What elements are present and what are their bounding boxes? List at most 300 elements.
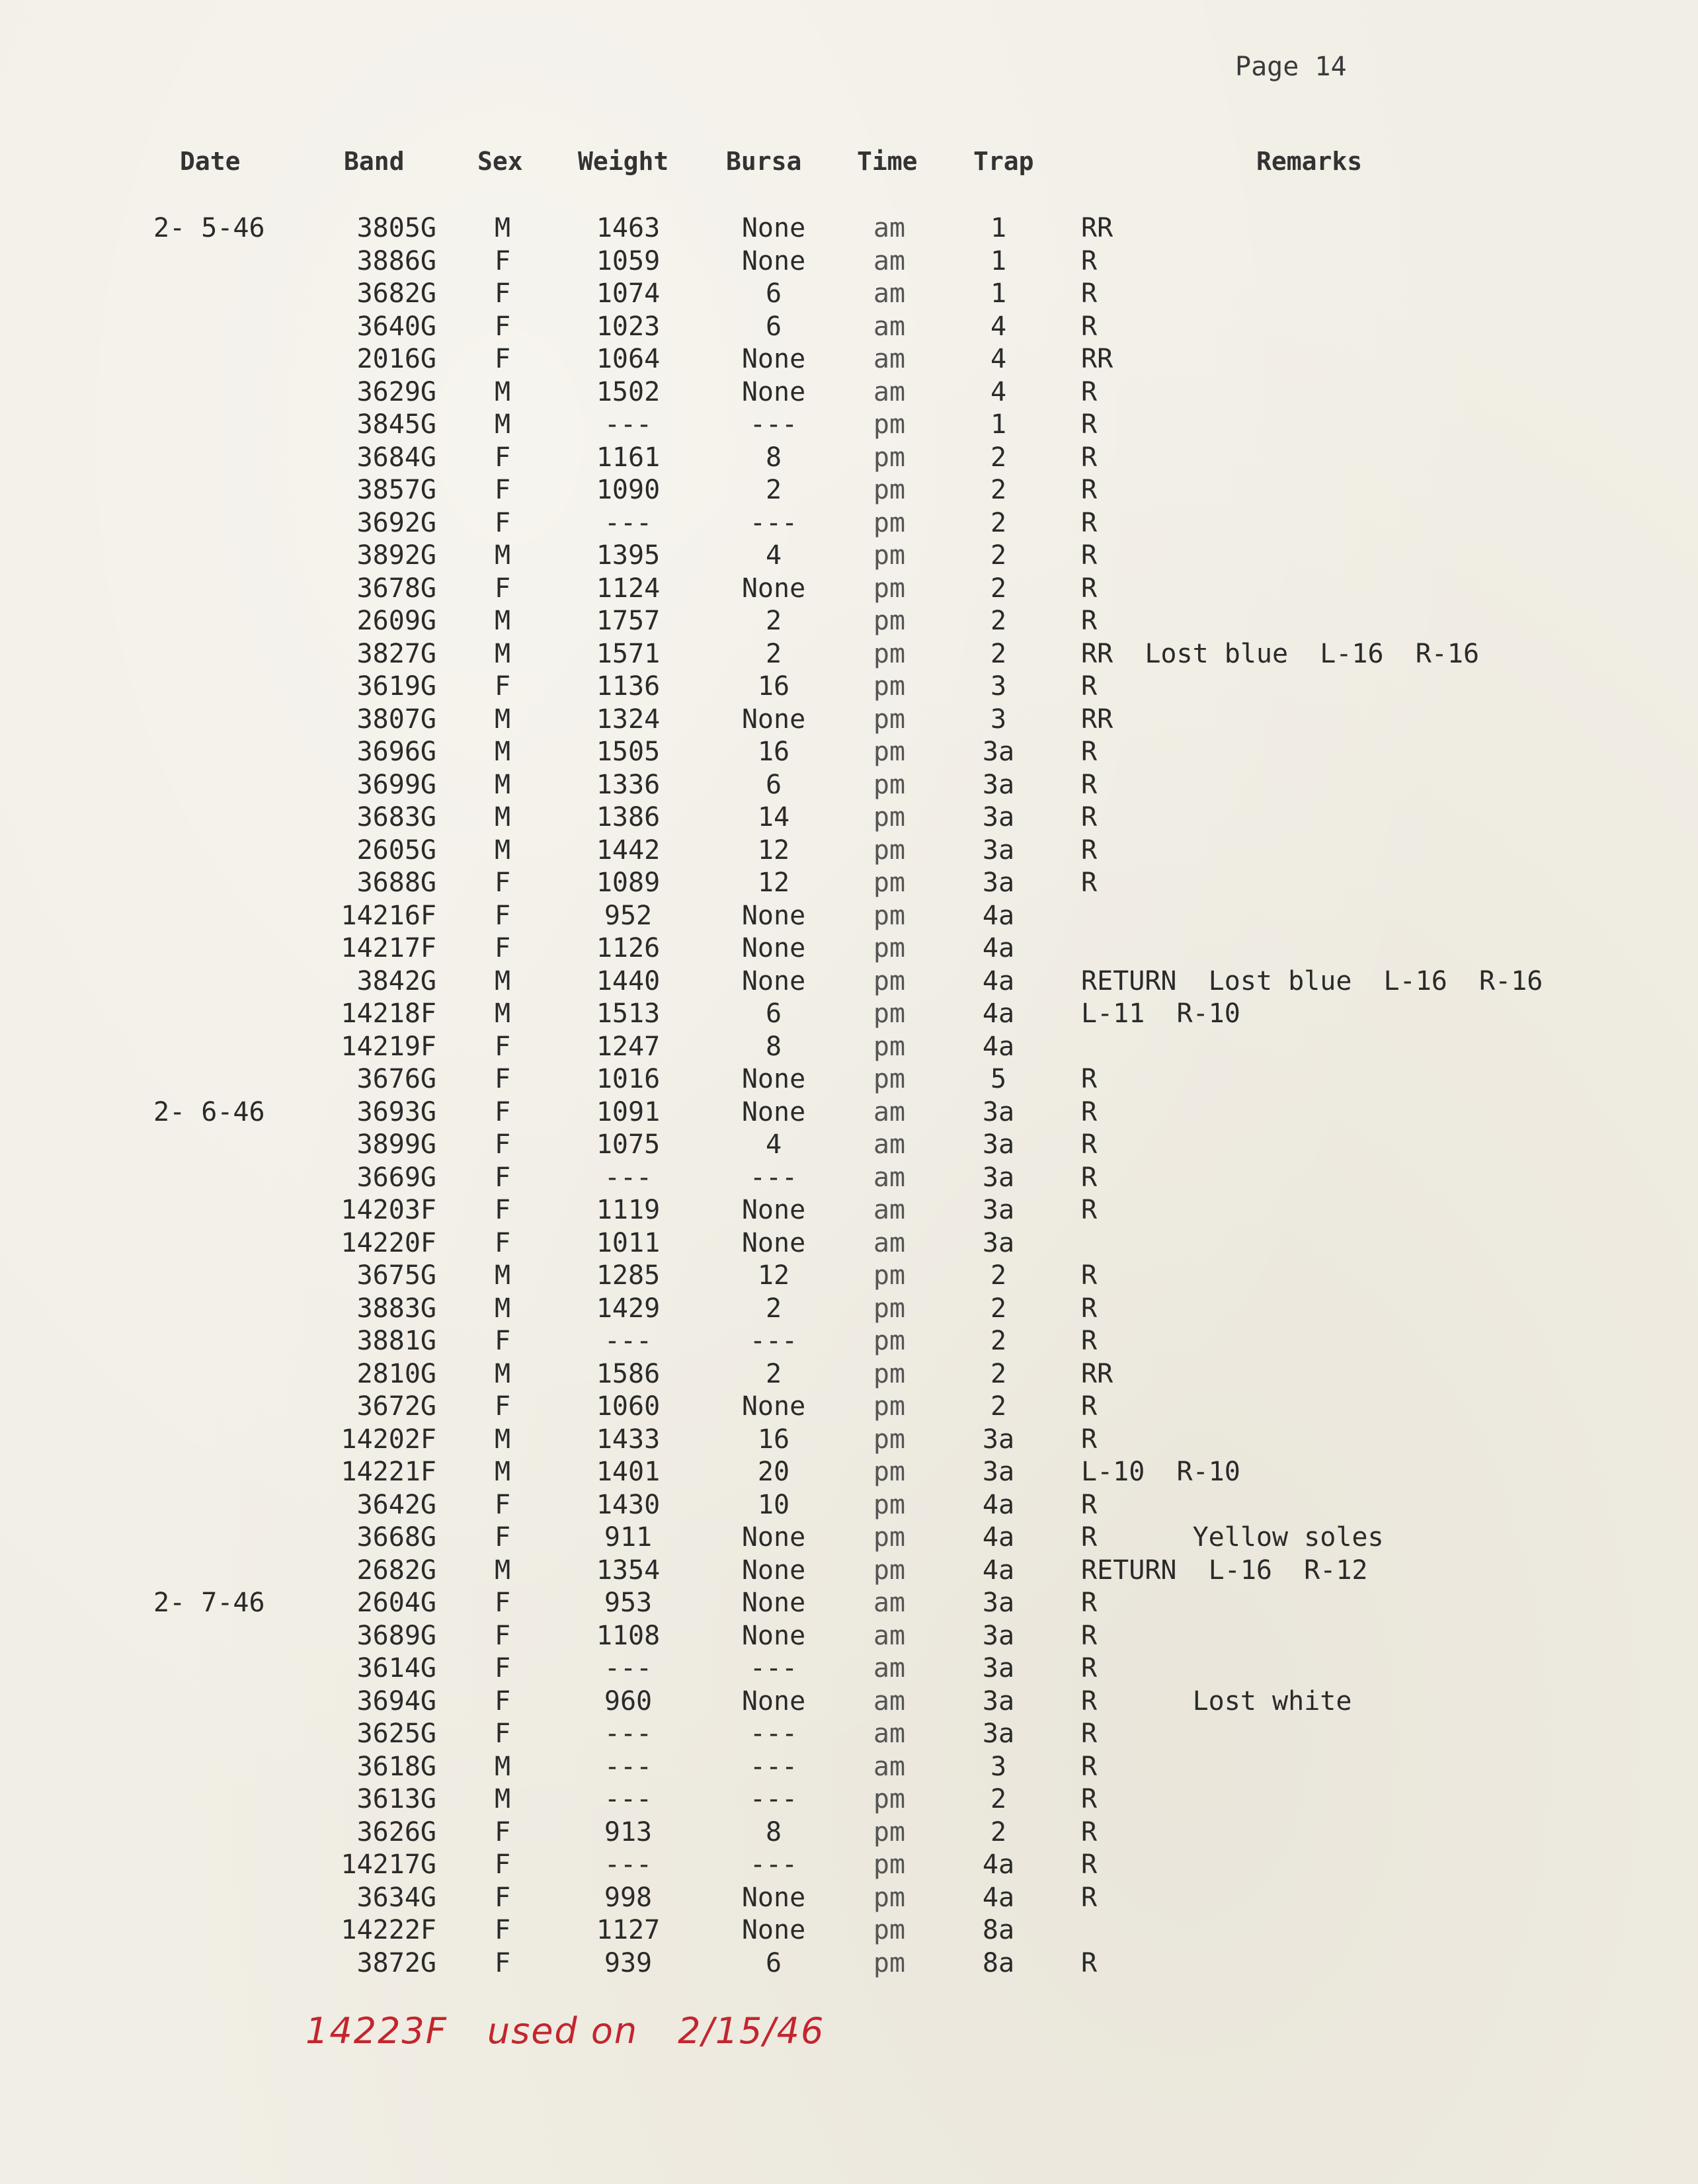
row-sex: F xyxy=(494,507,511,538)
row-bursa: 8 xyxy=(765,1816,782,1847)
row-weight: 1011 xyxy=(596,1227,661,1258)
row-remarks: R Lost white xyxy=(1081,1685,1352,1717)
row-time: pm xyxy=(873,409,906,440)
table-row xyxy=(0,1621,1698,1654)
row-remarks: R xyxy=(1081,1947,1098,1978)
row-trap: 3a xyxy=(982,1620,1015,1651)
row-sex: F xyxy=(494,1326,511,1356)
table-row xyxy=(0,1915,1698,1948)
row-trap: 4a xyxy=(982,1882,1015,1913)
row-remarks: RR xyxy=(1081,344,1113,374)
header-time: Time xyxy=(857,147,918,176)
row-weight: 952 xyxy=(604,900,653,931)
row-time: pm xyxy=(873,1358,906,1389)
row-trap: 2 xyxy=(990,638,1007,669)
row-bursa: 4 xyxy=(765,1129,782,1160)
row-bursa: 4 xyxy=(765,540,782,571)
table-row xyxy=(0,835,1698,868)
row-band: 2609G xyxy=(356,606,436,636)
row-sex: M xyxy=(494,1784,511,1814)
table-row xyxy=(0,1228,1698,1261)
row-time: pm xyxy=(873,1260,906,1291)
row-trap: 8a xyxy=(982,1915,1015,1945)
row-sex: F xyxy=(494,311,511,342)
row-sex: F xyxy=(494,475,511,505)
row-trap: 3a xyxy=(982,737,1015,767)
row-band: 3625G xyxy=(356,1719,436,1749)
header-date: Date xyxy=(180,147,241,176)
row-time: pm xyxy=(873,1293,906,1324)
row-trap: 2 xyxy=(990,606,1007,636)
row-sex: F xyxy=(494,1195,511,1225)
row-sex: F xyxy=(494,1882,511,1913)
row-trap: 3 xyxy=(990,671,1007,702)
row-time: am xyxy=(873,1162,906,1193)
row-weight: 939 xyxy=(604,1947,653,1978)
table-row xyxy=(0,998,1698,1031)
row-trap: 3a xyxy=(982,1685,1015,1717)
row-band: 2605G xyxy=(356,834,436,866)
row-remarks: RR xyxy=(1081,704,1113,735)
table-row xyxy=(0,1424,1698,1457)
table-row xyxy=(0,1555,1698,1588)
row-weight: 1059 xyxy=(596,245,661,276)
row-weight: --- xyxy=(604,1719,653,1749)
row-weight: 1127 xyxy=(596,1915,661,1945)
row-trap: 3a xyxy=(982,1096,1015,1127)
row-weight: 1336 xyxy=(596,769,661,800)
table-row xyxy=(0,770,1698,803)
row-sex: F xyxy=(494,868,511,898)
row-weight: 1016 xyxy=(596,1064,661,1094)
row-bursa: None xyxy=(741,1620,806,1651)
row-trap: 4a xyxy=(982,1849,1015,1880)
row-weight: 1513 xyxy=(596,998,661,1029)
table-row xyxy=(0,1882,1698,1916)
row-bursa: 2 xyxy=(765,1293,782,1324)
row-weight: 1089 xyxy=(596,868,661,898)
row-band: 3689G xyxy=(356,1620,436,1651)
row-weight: 911 xyxy=(604,1522,653,1553)
row-weight: 1440 xyxy=(596,965,661,996)
row-band: 3807G xyxy=(356,704,436,735)
table-row xyxy=(0,1784,1698,1817)
row-sex: M xyxy=(494,737,511,767)
row-time: am xyxy=(873,278,906,309)
table-row xyxy=(0,311,1698,344)
row-band: 3619G xyxy=(356,671,436,702)
row-time: am xyxy=(873,344,906,374)
row-bursa: None xyxy=(741,1588,806,1618)
row-remarks: R xyxy=(1081,1882,1098,1913)
row-time: pm xyxy=(873,1882,906,1913)
table-row xyxy=(0,1588,1698,1621)
row-remarks: R xyxy=(1081,1424,1098,1455)
row-trap: 1 xyxy=(990,213,1007,243)
row-trap: 4a xyxy=(982,965,1015,996)
table-row xyxy=(0,1326,1698,1359)
row-weight: 1586 xyxy=(596,1358,661,1389)
row-bursa: 16 xyxy=(757,737,790,767)
table-row xyxy=(0,639,1698,672)
row-bursa: None xyxy=(741,900,806,931)
table-row xyxy=(0,213,1698,246)
row-bursa: None xyxy=(741,213,806,243)
row-trap: 2 xyxy=(990,573,1007,604)
table-row xyxy=(0,1817,1698,1850)
row-sex: F xyxy=(494,1685,511,1717)
row-time: am xyxy=(873,1685,906,1717)
row-weight: 1430 xyxy=(596,1489,661,1520)
row-sex: F xyxy=(494,671,511,702)
row-time: pm xyxy=(873,475,906,505)
table-row xyxy=(0,475,1698,508)
row-time: am xyxy=(873,1096,906,1127)
row-trap: 4a xyxy=(982,900,1015,931)
table-row xyxy=(0,1162,1698,1195)
row-sex: F xyxy=(494,1849,511,1880)
row-band: 3699G xyxy=(356,769,436,800)
header-sex: Sex xyxy=(477,147,523,176)
row-bursa: None xyxy=(741,1915,806,1945)
row-time: pm xyxy=(873,1816,906,1847)
row-sex: F xyxy=(494,245,511,276)
row-weight: 953 xyxy=(604,1588,653,1618)
row-bursa: 2 xyxy=(765,475,782,505)
row-weight: 1285 xyxy=(596,1260,661,1291)
header-remarks: Remarks xyxy=(1256,147,1363,176)
row-trap: 3 xyxy=(990,1751,1007,1782)
row-weight: 1108 xyxy=(596,1620,661,1651)
table-row xyxy=(0,671,1698,704)
row-time: pm xyxy=(873,1784,906,1814)
row-weight: 1429 xyxy=(596,1293,661,1324)
row-remarks: R xyxy=(1081,671,1098,702)
row-remarks: R xyxy=(1081,442,1098,473)
row-remarks: R xyxy=(1081,802,1098,832)
row-trap: 3a xyxy=(982,1457,1015,1487)
row-bursa: None xyxy=(741,933,806,963)
row-band: 14216F xyxy=(341,900,436,931)
row-time: am xyxy=(873,1653,906,1683)
row-trap: 3a xyxy=(982,1162,1015,1193)
row-sex: M xyxy=(494,704,511,735)
row-sex: F xyxy=(494,1064,511,1094)
row-weight: 1502 xyxy=(596,376,661,407)
row-bursa: None xyxy=(741,1391,806,1422)
row-band: 3614G xyxy=(356,1653,436,1683)
row-time: pm xyxy=(873,998,906,1029)
row-trap: 2 xyxy=(990,1391,1007,1422)
row-time: pm xyxy=(873,769,906,800)
table-row xyxy=(0,1686,1698,1719)
row-trap: 4a xyxy=(982,1031,1015,1062)
header-band: Band xyxy=(344,147,405,176)
row-bursa: 2 xyxy=(765,606,782,636)
row-trap: 4a xyxy=(982,998,1015,1029)
row-remarks: R xyxy=(1081,1489,1098,1520)
row-sex: F xyxy=(494,573,511,604)
row-band: 14218F xyxy=(341,998,436,1029)
row-sex: M xyxy=(494,1555,511,1586)
table-row xyxy=(0,278,1698,311)
row-sex: M xyxy=(494,802,511,832)
row-remarks: R xyxy=(1081,1588,1098,1618)
row-date: 2- 7-46 xyxy=(153,1588,265,1618)
row-sex: M xyxy=(494,1293,511,1324)
row-time: pm xyxy=(873,1849,906,1880)
row-bursa: 6 xyxy=(765,1947,782,1978)
row-time: am xyxy=(873,245,906,276)
row-remarks: R xyxy=(1081,1162,1098,1193)
row-band: 3642G xyxy=(356,1489,436,1520)
row-sex: M xyxy=(494,638,511,669)
handwritten-note xyxy=(305,2010,864,2052)
page-number: Page 14 xyxy=(1235,52,1347,82)
row-time: am xyxy=(873,1719,906,1749)
row-weight: --- xyxy=(604,1751,653,1782)
row-time: pm xyxy=(873,704,906,735)
row-weight: 1505 xyxy=(596,737,661,767)
row-weight: --- xyxy=(604,1653,653,1683)
row-weight: --- xyxy=(604,1326,653,1356)
row-trap: 5 xyxy=(990,1064,1007,1094)
row-sex: M xyxy=(494,1457,511,1487)
row-remarks: RETURN L-16 R-12 xyxy=(1081,1555,1368,1586)
row-time: pm xyxy=(873,802,906,832)
row-remarks: R xyxy=(1081,769,1098,800)
table-row xyxy=(0,1653,1698,1686)
row-bursa: 6 xyxy=(765,311,782,342)
row-bursa: 6 xyxy=(765,278,782,309)
row-sex: M xyxy=(494,213,511,243)
row-band: 3845G xyxy=(356,409,436,440)
table-row xyxy=(0,901,1698,934)
row-remarks: R Yellow soles xyxy=(1081,1522,1384,1553)
row-remarks: R xyxy=(1081,1260,1098,1291)
row-bursa: None xyxy=(741,1555,806,1586)
row-trap: 3a xyxy=(982,1653,1015,1683)
table-row xyxy=(0,540,1698,573)
header-weight: Weight xyxy=(578,147,669,176)
table-row xyxy=(0,1522,1698,1555)
row-remarks: R xyxy=(1081,1784,1098,1814)
row-trap: 4a xyxy=(982,1489,1015,1520)
row-band: 3872G xyxy=(356,1947,436,1978)
row-remarks: R xyxy=(1081,376,1098,407)
row-bursa: 12 xyxy=(757,834,790,866)
row-bursa: 12 xyxy=(757,868,790,898)
row-time: pm xyxy=(873,1031,906,1062)
row-weight: 1442 xyxy=(596,834,661,866)
row-sex: M xyxy=(494,409,511,440)
row-remarks: R xyxy=(1081,1064,1098,1094)
row-band: 14222F xyxy=(341,1915,436,1945)
table-row xyxy=(0,933,1698,966)
table-row xyxy=(0,508,1698,541)
table-row xyxy=(0,802,1698,835)
row-bursa: --- xyxy=(749,409,798,440)
row-trap: 3a xyxy=(982,802,1015,832)
row-band: 3842G xyxy=(356,965,436,996)
row-band: 3634G xyxy=(356,1882,436,1913)
row-time: pm xyxy=(873,1326,906,1356)
row-date: 2- 5-46 xyxy=(153,213,265,243)
row-bursa: None xyxy=(741,704,806,735)
row-sex: F xyxy=(494,1227,511,1258)
row-band: 2016G xyxy=(356,344,436,374)
note-band: 14223F xyxy=(305,2010,448,2052)
row-bursa: None xyxy=(741,1064,806,1094)
table-row xyxy=(0,1457,1698,1490)
table-row xyxy=(0,1097,1698,1130)
row-sex: F xyxy=(494,1031,511,1062)
row-time: pm xyxy=(873,638,906,669)
row-remarks: R xyxy=(1081,507,1098,538)
table-row xyxy=(0,1752,1698,1785)
row-sex: M xyxy=(494,606,511,636)
row-sex: M xyxy=(494,1260,511,1291)
row-bursa: --- xyxy=(749,507,798,538)
header-bursa: Bursa xyxy=(726,147,802,176)
table-row xyxy=(0,966,1698,999)
row-remarks: R xyxy=(1081,278,1098,309)
row-sex: M xyxy=(494,834,511,866)
row-sex: F xyxy=(494,933,511,963)
row-remarks: R xyxy=(1081,1129,1098,1160)
row-weight: 1463 xyxy=(596,213,661,243)
row-trap: 3a xyxy=(982,1227,1015,1258)
row-weight: 1064 xyxy=(596,344,661,374)
row-bursa: 8 xyxy=(765,442,782,473)
row-remarks: RR Lost blue L-16 R-16 xyxy=(1081,638,1480,669)
note-date: 2/15/46 xyxy=(678,2010,825,2052)
row-bursa: 6 xyxy=(765,769,782,800)
row-bursa: None xyxy=(741,1195,806,1225)
row-weight: --- xyxy=(604,1784,653,1814)
row-date: 2- 6-46 xyxy=(153,1096,265,1127)
table-row xyxy=(0,1359,1698,1392)
row-band: 14203F xyxy=(341,1195,436,1225)
row-band: 3692G xyxy=(356,507,436,538)
row-band: 3629G xyxy=(356,376,436,407)
row-time: pm xyxy=(873,737,906,767)
row-bursa: None xyxy=(741,376,806,407)
row-weight: 1090 xyxy=(596,475,661,505)
row-bursa: 10 xyxy=(757,1489,790,1520)
row-trap: 2 xyxy=(990,1326,1007,1356)
row-time: pm xyxy=(873,606,906,636)
row-sex: M xyxy=(494,769,511,800)
row-sex: M xyxy=(494,1751,511,1782)
row-trap: 2 xyxy=(990,507,1007,538)
row-weight: 1386 xyxy=(596,802,661,832)
row-trap: 3a xyxy=(982,1129,1015,1160)
row-bursa: 12 xyxy=(757,1260,790,1291)
row-bursa: 16 xyxy=(757,671,790,702)
row-bursa: None xyxy=(741,344,806,374)
row-sex: F xyxy=(494,442,511,473)
row-remarks: R xyxy=(1081,245,1098,276)
row-weight: 1136 xyxy=(596,671,661,702)
row-band: 3676G xyxy=(356,1064,436,1094)
table-row xyxy=(0,1293,1698,1326)
row-trap: 2 xyxy=(990,1260,1007,1291)
row-time: am xyxy=(873,1588,906,1618)
row-time: am xyxy=(873,311,906,342)
row-band: 3857G xyxy=(356,475,436,505)
row-sex: F xyxy=(494,278,511,309)
row-trap: 3a xyxy=(982,1424,1015,1455)
row-weight: --- xyxy=(604,507,653,538)
table-row xyxy=(0,409,1698,442)
row-remarks: R xyxy=(1081,1620,1098,1651)
row-remarks: RETURN Lost blue L-16 R-16 xyxy=(1081,965,1543,996)
row-weight: 1354 xyxy=(596,1555,661,1586)
row-band: 3883G xyxy=(356,1293,436,1324)
row-band: 3892G xyxy=(356,540,436,571)
row-trap: 2 xyxy=(990,540,1007,571)
row-band: 14217G xyxy=(341,1849,436,1880)
row-bursa: --- xyxy=(749,1653,798,1683)
row-sex: F xyxy=(494,1653,511,1683)
row-sex: F xyxy=(494,1816,511,1847)
row-remarks: R xyxy=(1081,1719,1098,1749)
row-bursa: None xyxy=(741,245,806,276)
row-time: pm xyxy=(873,442,906,473)
row-sex: F xyxy=(494,1719,511,1749)
row-remarks: R xyxy=(1081,1849,1098,1880)
row-time: pm xyxy=(873,868,906,898)
table-row xyxy=(0,737,1698,770)
row-band: 14220F xyxy=(341,1227,436,1258)
row-remarks: R xyxy=(1081,1326,1098,1356)
row-time: am xyxy=(873,1227,906,1258)
row-time: am xyxy=(873,1129,906,1160)
row-band: 3672G xyxy=(356,1391,436,1422)
row-remarks: R xyxy=(1081,1293,1098,1324)
row-remarks: R xyxy=(1081,311,1098,342)
table-row xyxy=(0,1064,1698,1097)
table-row xyxy=(0,1031,1698,1065)
row-weight: 1060 xyxy=(596,1391,661,1422)
row-sex: F xyxy=(494,1129,511,1160)
row-trap: 2 xyxy=(990,442,1007,473)
row-remarks: R xyxy=(1081,540,1098,571)
header-trap: Trap xyxy=(973,147,1034,176)
table-row xyxy=(0,1490,1698,1523)
table-row xyxy=(0,1849,1698,1882)
row-trap: 4 xyxy=(990,344,1007,374)
row-sex: F xyxy=(494,1162,511,1193)
row-remarks: R xyxy=(1081,573,1098,604)
row-weight: 960 xyxy=(604,1685,653,1717)
row-sex: F xyxy=(494,1915,511,1945)
row-bursa: None xyxy=(741,1227,806,1258)
row-trap: 2 xyxy=(990,1784,1007,1814)
row-trap: 3a xyxy=(982,1195,1015,1225)
row-weight: 1023 xyxy=(596,311,661,342)
row-remarks: R xyxy=(1081,868,1098,898)
row-time: pm xyxy=(873,573,906,604)
row-trap: 4a xyxy=(982,933,1015,963)
row-bursa: None xyxy=(741,1685,806,1717)
note-text: used on xyxy=(487,2010,639,2052)
row-bursa: None xyxy=(741,1882,806,1913)
row-bursa: 6 xyxy=(765,998,782,1029)
row-band: 3678G xyxy=(356,573,436,604)
row-remarks: R xyxy=(1081,1751,1098,1782)
